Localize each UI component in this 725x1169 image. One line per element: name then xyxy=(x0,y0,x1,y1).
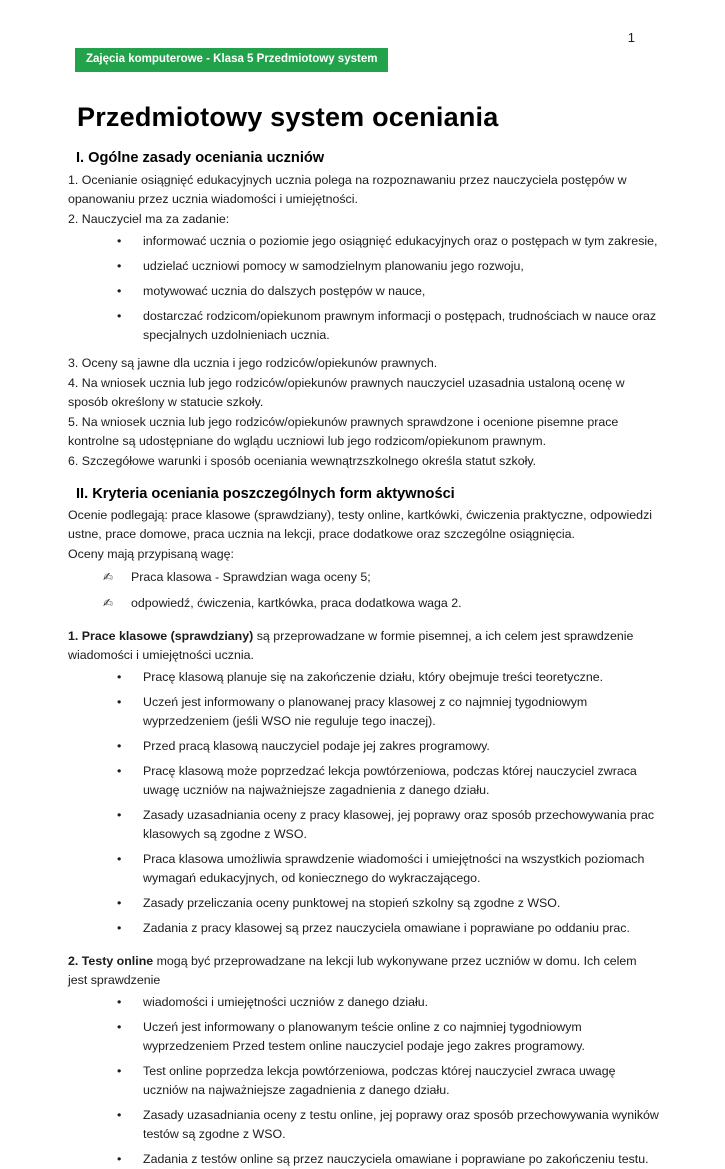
disc-bullet-icon: • xyxy=(117,1064,122,1079)
list-item xyxy=(103,568,659,587)
list-item-text: Test online poprzedza lekcja powtórzeniowa, podczas której nauczyciel zwraca uwagę uczniów na najważniejsze zagadnienia z danego działu. xyxy=(143,1064,616,1098)
list-item xyxy=(117,1062,659,1100)
paragraph-bold-lead: 1. Prace klasowe (sprawdziany) xyxy=(68,629,254,644)
bullet-list xyxy=(68,232,659,345)
list-item-text: Pracę klasową może poprzedzać lekcja powtórzeniowa, podczas której nauczyciel zwraca uwagę uczniów na najważniejsze zagadnienia z danego działu. xyxy=(143,764,637,798)
list-item xyxy=(117,232,659,251)
section-heading: II. Kryteria oceniania poszczególnych form aktywności xyxy=(76,485,455,502)
disc-bullet-icon: • xyxy=(117,258,122,273)
disc-bullet-icon: • xyxy=(117,764,122,779)
paragraph: 4. Na wniosek ucznia lub jego rodziców/opiekunów prawnych nauczyciel uzasadnia ustaloną ocenę w sposób określony w statucie szkoły. xyxy=(68,375,625,409)
list-item xyxy=(117,919,659,938)
list-item xyxy=(103,594,659,613)
list-item-text: Przed pracą klasową nauczyciel podaje jej zakres programowy. xyxy=(143,739,490,754)
disc-bullet-icon: • xyxy=(117,308,122,323)
writing-hand-bullet-icon: ✍ xyxy=(103,596,114,611)
disc-bullet-icon: • xyxy=(117,852,122,867)
paragraph-text: są przeprowadzane w formie pisemnej, a ich celem jest sprawdzenie wiadomości i umiejętności ucznia. xyxy=(68,629,634,663)
paragraph: Ocenie podlegają: prace klasowe (sprawdziany), testy online, kartkówki, ćwiczenia praktyczne, odpowiedzi ustne, prace domowe, praca ucznia na lekcji, prace dodatkowe oraz szczególne osiągnięcia. xyxy=(68,508,653,542)
disc-bullet-icon: • xyxy=(117,1152,122,1167)
list-item-text: Zasady uzasadniania oceny z pracy klasowej, jej poprawy oraz sposób przechowywania prac klasowych są zgodne z WSO. xyxy=(143,808,655,842)
list-item xyxy=(117,257,659,276)
disc-bullet-icon: • xyxy=(117,739,122,754)
document-body xyxy=(68,149,659,1169)
disc-bullet-icon: • xyxy=(117,921,122,936)
list-item xyxy=(117,668,659,687)
list-item-text: Uczeń jest informowany o planowanej pracy klasowej z co najmniej tygodniowym wyprzedzeniem (jeśli WSO nie reguluje tego inaczej). xyxy=(143,695,588,729)
page-header xyxy=(68,30,659,72)
disc-bullet-icon: • xyxy=(117,1020,122,1035)
list-item xyxy=(117,1150,659,1169)
page-title: Przedmiotowy system oceniania xyxy=(77,102,499,132)
list-item xyxy=(117,762,659,800)
list-item xyxy=(117,894,659,913)
list-item-text: dostarczać rodzicom/opiekunom prawnym informacji o postępach, trudnościach w nauce oraz specjalnych uzdolnieniach ucznia. xyxy=(143,308,657,342)
disc-bullet-icon: • xyxy=(117,896,122,911)
hand-bullet-list xyxy=(68,568,659,613)
bullet-list xyxy=(68,993,659,1169)
bullet-list xyxy=(68,668,659,938)
list-item-text: Pracę klasową planuje się na zakończenie działu, który obejmuje treści teoretyczne. xyxy=(143,670,604,685)
list-item xyxy=(117,850,659,888)
paragraph: 1. Ocenianie osiągnięć edukacyjnych ucznia polega na rozpoznawaniu przez nauczyciela postępów w opanowaniu przez ucznia wiadomości i umiejętności. xyxy=(68,172,627,206)
list-item-text: Praca klasowa umożliwia sprawdzenie wiadomości i umiejętności na wszystkich poziomach wymagań edukacyjnych, od koniecznego do wykraczającego. xyxy=(143,852,645,886)
list-item-text: Uczeń jest informowany o planowanym teście online z co najmniej tygodniowym wyprzedzeniem Przed testem online nauczyciel podaje jego zakres programowy. xyxy=(143,1020,585,1054)
list-item xyxy=(117,993,659,1012)
list-item-text: Zasady uzasadniania oceny z testu online, jej poprawy oraz sposób przechowywania wyników testów są zgodne z WSO. xyxy=(143,1108,659,1142)
page-number: 1 xyxy=(627,30,635,45)
list-item xyxy=(117,806,659,844)
disc-bullet-icon: • xyxy=(117,233,122,248)
list-item-text: Zasady przeliczania oceny punktowej na stopień szkolny są zgodne z WSO. xyxy=(143,896,561,911)
disc-bullet-icon: • xyxy=(117,1108,122,1123)
disc-bullet-icon: • xyxy=(117,995,122,1010)
header-badge: Zajęcia komputerowe - Klasa 5 Przedmiotowy system xyxy=(75,48,388,72)
list-item xyxy=(117,307,659,345)
lead-paragraph xyxy=(68,952,659,990)
paragraph-text: mogą być przeprowadzane na lekcji lub wykonywane przez uczniów w domu. Ich celem jest sprawdzenie xyxy=(68,954,637,988)
section-heading: I. Ogólne zasady oceniania uczniów xyxy=(76,150,325,167)
list-item-text: Praca klasowa - Sprawdzian waga oceny 5; xyxy=(131,570,371,585)
paragraph: 2. Nauczyciel ma za zadanie: xyxy=(68,211,230,226)
list-item-text: Zadania z testów online są przez nauczyciela omawiane i poprawiane po zakończeniu testu. xyxy=(143,1152,649,1167)
lead-paragraph xyxy=(68,627,659,665)
writing-hand-bullet-icon: ✍ xyxy=(103,570,114,585)
list-item xyxy=(117,1018,659,1056)
list-item-text: wiadomości i umiejętności uczniów z danego działu. xyxy=(143,995,429,1010)
list-item-text: motywować ucznia do dalszych postępów w nauce, xyxy=(143,283,426,298)
disc-bullet-icon: • xyxy=(117,695,122,710)
paragraph-bold-lead: 2. Testy online xyxy=(68,954,154,969)
list-item-text: Zadania z pracy klasowej są przez nauczyciela omawiane i poprawiane po oddaniu prac. xyxy=(143,921,630,936)
list-item xyxy=(117,693,659,731)
list-item xyxy=(117,737,659,756)
paragraph: 3. Oceny są jawne dla ucznia i jego rodziców/opiekunów prawnych. xyxy=(68,355,438,370)
list-item-text: odpowiedź, ćwiczenia, kartkówka, praca dodatkowa waga 2. xyxy=(131,596,462,611)
disc-bullet-icon: • xyxy=(117,670,122,685)
list-item xyxy=(117,282,659,301)
list-item-text: udzielać uczniowi pomocy w samodzielnym planowaniu jego rozwoju, xyxy=(143,258,524,273)
paragraph: 6. Szczegółowe warunki i sposób oceniania wewnątrzszkolnego określa statut szkoły. xyxy=(68,453,537,468)
paragraph: Oceny mają przypisaną wagę: xyxy=(68,547,234,562)
paragraph: 5. Na wniosek ucznia lub jego rodziców/opiekunów prawnych sprawdzone i ocenione pisemne prace kontrolne są udostępniane do wglądu uczniowi lub jego rodzicom/opiekunom prawnym. xyxy=(68,414,619,448)
list-item-text: informować ucznia o poziomie jego osiągnięć edukacyjnych oraz o postępach w tym zakresie, xyxy=(143,233,658,248)
disc-bullet-icon: • xyxy=(117,808,122,823)
disc-bullet-icon: • xyxy=(117,283,122,298)
list-item xyxy=(117,1106,659,1144)
